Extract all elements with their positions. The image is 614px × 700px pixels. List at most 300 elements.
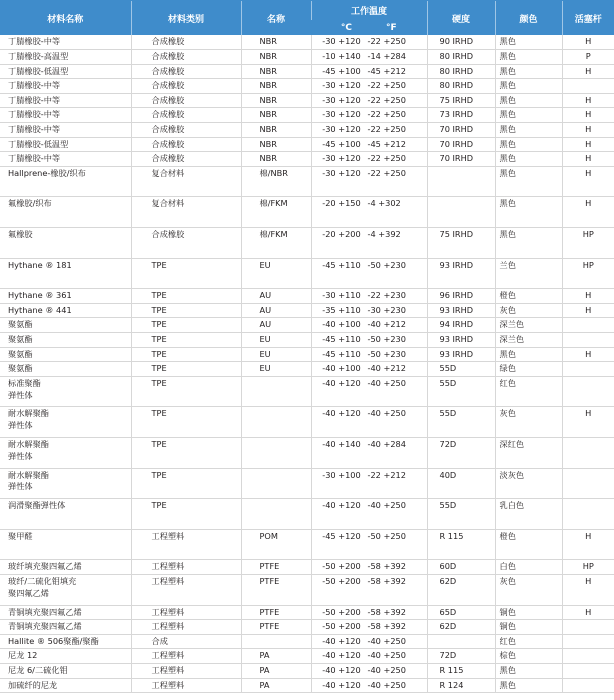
cell-temp-f: -4 +392 [367,229,401,240]
cell-material-category: 合成橡胶 [131,50,241,65]
cell-piston-rod [562,333,614,348]
cell-material-name: 耐水解聚酯 弹性体 [0,437,131,468]
cell-temp-c: -40 +120 [322,408,361,419]
cell-material-name: 丁腈橡胶-中等 [0,152,131,167]
cell-color: 黑色 [495,228,562,259]
cell-piston-rod: HP [562,560,614,575]
cell-name: PTFE [241,560,311,575]
cell-hardness: 70 IRHD [427,152,495,167]
cell-material-name: 尼龙 6/二硫化钼 [0,663,131,678]
cell-temp-f: -22 +250 [367,80,406,91]
cell-temp-f: -14 +284 [367,51,406,62]
cell-piston-rod: HP [562,228,614,259]
cell-piston-rod: H [562,123,614,138]
cell-material-name: 氟橡胶 [0,228,131,259]
cell-material-category: 工程塑料 [131,605,241,620]
cell-hardness: 40D [427,468,495,499]
cell-temperature [311,634,427,649]
table-row [0,620,614,635]
table-row [0,407,614,438]
cell-temp-f: -22 +230 [367,290,406,301]
cell-color: 铜色 [495,605,562,620]
cell-color: 棕色 [495,649,562,664]
cell-temp-f: -40 +250 [367,664,406,675]
cell-material-category: 工程塑料 [131,620,241,635]
cell-color: 深红色 [495,437,562,468]
cell-temperature [311,35,427,50]
table-body [0,35,614,693]
cell-material-category: TPE [131,407,241,438]
cell-temp-c: -50 +200 [322,621,361,632]
cell-color: 黑色 [495,347,562,362]
cell-temp-f: -22 +250 [367,94,406,105]
cell-hardness: 94 IRHD [427,318,495,333]
cell-material-name: Hythane ® 441 [0,303,131,318]
table-row [0,362,614,377]
cell-hardness: 70 IRHD [427,137,495,152]
cell-temp-c: -45 +110 [322,348,361,359]
cell-hardness: 75 IRHD [427,228,495,259]
cell-temperature [311,663,427,678]
cell-name: NBR [241,108,311,123]
cell-hardness: 62D [427,620,495,635]
cell-material-category: 合成橡胶 [131,228,241,259]
cell-temp-f: -30 +230 [367,304,406,315]
cell-material-name: 玻纤/二硫化钼填充 聚四氟乙烯 [0,574,131,605]
cell-piston-rod: H [562,303,614,318]
cell-material-category: 合成 [131,634,241,649]
cell-material-category: 工程塑料 [131,560,241,575]
cell-piston-rod [562,634,614,649]
cell-temperature [311,93,427,108]
cell-temp-f: -50 +230 [367,334,406,344]
cell-material-name: 丁腈橡胶-中等 [0,123,131,138]
cell-temp-f: -45 +212 [367,138,406,149]
cell-temperature [311,197,427,228]
cell-material-category: 工程塑料 [131,663,241,678]
cell-temp-c: -30 +100 [322,469,361,480]
cell-material-category: 工程塑料 [131,529,241,560]
cell-temp-f: -40 +284 [367,438,406,449]
cell-name [241,499,311,530]
table-row [0,663,614,678]
cell-name: PA [241,663,311,678]
cell-piston-rod [562,437,614,468]
cell-temperature [311,574,427,605]
cell-color: 乳白色 [495,499,562,530]
table-row [0,93,614,108]
cell-temperature [311,166,427,197]
cell-temp-f: -22 +212 [367,469,406,480]
cell-piston-rod [562,376,614,407]
cell-color: 白色 [495,560,562,575]
cell-temperature [311,79,427,94]
cell-hardness [427,634,495,649]
cell-material-name: Hythane ® 181 [0,258,131,289]
cell-name: PA [241,678,311,693]
cell-piston-rod [562,362,614,377]
cell-temp-c: -30 +120 [322,109,361,120]
cell-color: 灰色 [495,303,562,318]
cell-material-name: 丁腈橡胶-低温型 [0,64,131,79]
cell-material-name: 玻纤填充聚四氟乙烯 [0,560,131,575]
cell-material-name: 丁腈橡胶-低温型 [0,137,131,152]
unit-fahrenheit: °F [385,22,397,33]
cell-material-category: TPE [131,468,241,499]
cell-temperature [311,362,427,377]
cell-piston-rod: H [562,605,614,620]
cell-piston-rod: H [562,574,614,605]
cell-piston-rod: H [562,108,614,123]
table-row [0,437,614,468]
header-piston-rod: 活塞杆 [562,1,614,36]
cell-name: AU [241,303,311,318]
header-material-name: 材料名称 [0,1,131,36]
cell-name: 棉/NBR [241,166,311,197]
cell-color: 黑色 [495,35,562,50]
cell-temp-f: -58 +392 [367,575,406,586]
cell-temp-c: -40 +120 [322,679,361,690]
cell-color: 黑色 [495,108,562,123]
cell-color: 红色 [495,376,562,407]
cell-temp-c: -10 +140 [322,51,361,62]
cell-hardness: R 115 [427,663,495,678]
cell-hardness: 80 IRHD [427,64,495,79]
cell-name: PTFE [241,605,311,620]
cell-material-name: 丁腈橡胶-中等 [0,79,131,94]
cell-color: 灰色 [495,407,562,438]
cell-material-category: 合成橡胶 [131,79,241,94]
table-row [0,258,614,289]
cell-material-category: TPE [131,362,241,377]
cell-color: 黑色 [495,197,562,228]
cell-material-name: 丁腈橡胶-中等 [0,35,131,50]
cell-name: 棉/FKM [241,228,311,259]
cell-color: 黑色 [495,137,562,152]
cell-color: 黑色 [495,123,562,138]
cell-temperature [311,649,427,664]
cell-temp-f: -22 +250 [367,109,406,120]
cell-piston-rod: H [562,35,614,50]
cell-hardness: 93 IRHD [427,333,495,348]
cell-temp-c: -35 +110 [322,304,361,315]
cell-name: EU [241,333,311,348]
table-row [0,468,614,499]
cell-name: EU [241,347,311,362]
cell-name [241,437,311,468]
cell-material-name: 聚氨酯 [0,347,131,362]
cell-temperature [311,137,427,152]
cell-hardness: 60D [427,560,495,575]
cell-piston-rod: H [562,347,614,362]
table-row [0,605,614,620]
cell-name: NBR [241,64,311,79]
cell-temp-c: -40 +120 [322,635,361,646]
cell-material-category: 合成橡胶 [131,64,241,79]
cell-temp-f: -40 +250 [367,679,406,690]
cell-hardness: 90 IRHD [427,35,495,50]
cell-temperature [311,560,427,575]
cell-temperature [311,499,427,530]
cell-name [241,407,311,438]
cell-name: NBR [241,137,311,152]
cell-material-name: 聚氨酯 [0,333,131,348]
cell-material-name: Hallprene-橡胶/织布 [0,166,131,197]
cell-material-category: 合成橡胶 [131,35,241,50]
cell-material-category: 复合材料 [131,197,241,228]
table-row [0,649,614,664]
cell-hardness: 93 IRHD [427,347,495,362]
cell-color: 灰色 [495,574,562,605]
unit-celsius: °C [340,22,352,33]
cell-color: 黑色 [495,152,562,167]
cell-material-name: 耐水解聚酯 弹性体 [0,468,131,499]
cell-piston-rod [562,678,614,693]
cell-temperature [311,620,427,635]
cell-hardness: R 115 [427,529,495,560]
table-row [0,634,614,649]
cell-temp-f: -40 +250 [367,377,406,388]
header-temp-units [311,20,427,35]
cell-temperature [311,468,427,499]
header-operating-temp: 工作温度 [311,1,427,21]
cell-piston-rod [562,649,614,664]
cell-temp-c: -40 +120 [322,650,361,661]
header-material-category: 材料类别 [131,1,241,36]
cell-material-category: 合成橡胶 [131,152,241,167]
cell-hardness [427,166,495,197]
cell-color: 兰色 [495,258,562,289]
cell-temp-c: -40 +140 [322,438,361,449]
cell-temp-c: -40 +120 [322,500,361,511]
cell-piston-rod: H [562,529,614,560]
table-row [0,347,614,362]
cell-color: 黑色 [495,663,562,678]
table-row [0,108,614,123]
cell-temp-f: -22 +250 [367,36,406,46]
cell-material-name: 聚氨酯 [0,362,131,377]
cell-material-category: TPE [131,258,241,289]
cell-material-category: 合成橡胶 [131,123,241,138]
cell-temperature [311,376,427,407]
cell-piston-rod [562,79,614,94]
cell-temp-c: -45 +100 [322,65,361,76]
cell-color: 黑色 [495,79,562,94]
cell-color: 黑色 [495,93,562,108]
header-row [0,1,614,21]
cell-material-name: 丁腈橡胶-中等 [0,93,131,108]
cell-hardness: 55D [427,376,495,407]
cell-temp-f: -40 +250 [367,650,406,661]
table-row [0,197,614,228]
cell-temperature [311,529,427,560]
cell-temp-f: -58 +392 [367,606,406,617]
cell-temperature [311,678,427,693]
cell-material-category: 工程塑料 [131,574,241,605]
cell-temp-c: -50 +200 [322,575,361,586]
cell-piston-rod: HP [562,258,614,289]
cell-hardness: 55D [427,362,495,377]
cell-temp-c: -40 +120 [322,664,361,675]
cell-material-name: 润滑聚酯弹性体 [0,499,131,530]
cell-material-name: 丁腈橡胶-中等 [0,108,131,123]
cell-material-category: TPE [131,333,241,348]
table-row [0,303,614,318]
cell-temp-c: -40 +100 [322,319,361,330]
cell-material-name: Hythane ® 361 [0,289,131,304]
cell-piston-rod: H [562,137,614,152]
cell-temp-c: -30 +120 [322,80,361,91]
cell-piston-rod [562,620,614,635]
cell-piston-rod: H [562,289,614,304]
cell-hardness: 96 IRHD [427,289,495,304]
cell-name [241,468,311,499]
table-row [0,529,614,560]
table-row [0,35,614,50]
cell-temp-f: -22 +250 [367,153,406,164]
table-row [0,228,614,259]
cell-hardness: 55D [427,499,495,530]
cell-hardness: 93 IRHD [427,258,495,289]
cell-color: 淡灰色 [495,468,562,499]
cell-material-category: TPE [131,437,241,468]
cell-temperature [311,303,427,318]
cell-color: 黑色 [495,64,562,79]
cell-color: 深兰色 [495,333,562,348]
cell-temperature [311,152,427,167]
cell-temperature [311,605,427,620]
cell-temperature [311,289,427,304]
cell-hardness: 93 IRHD [427,303,495,318]
cell-temp-f: -40 +250 [367,500,406,511]
cell-temperature [311,333,427,348]
cell-temperature [311,437,427,468]
cell-piston-rod: H [562,197,614,228]
table-row [0,333,614,348]
cell-name: POM [241,529,311,560]
cell-material-name: 青铜填充聚四氟乙烯 [0,620,131,635]
cell-material-category: 工程塑料 [131,649,241,664]
cell-piston-rod: H [562,166,614,197]
table-row [0,376,614,407]
cell-material-name: 氟橡胶/织布 [0,197,131,228]
cell-name: NBR [241,79,311,94]
cell-piston-rod: H [562,407,614,438]
cell-name: EU [241,362,311,377]
cell-piston-rod: H [562,64,614,79]
cell-temperature [311,407,427,438]
cell-material-category: 合成橡胶 [131,137,241,152]
cell-material-category: TPE [131,303,241,318]
cell-temperature [311,123,427,138]
cell-material-category: TPE [131,347,241,362]
cell-temp-c: -45 +110 [322,259,361,270]
cell-name [241,376,311,407]
cell-temp-c: -45 +100 [322,138,361,149]
cell-temp-c: -45 +120 [322,530,361,541]
table-row [0,560,614,575]
cell-hardness: 72D [427,649,495,664]
cell-piston-rod: P [562,50,614,65]
cell-hardness: 70 IRHD [427,123,495,138]
cell-temp-c: -20 +200 [322,229,361,240]
cell-temperature [311,64,427,79]
cell-temperature [311,50,427,65]
table-row [0,137,614,152]
cell-color: 绿色 [495,362,562,377]
header-name: 名称 [241,1,311,36]
cell-hardness: 62D [427,574,495,605]
cell-piston-rod [562,499,614,530]
cell-temp-f: -40 +250 [367,635,406,646]
table-row [0,79,614,94]
cell-temp-c: -20 +150 [322,198,361,209]
cell-piston-rod [562,663,614,678]
cell-temperature [311,258,427,289]
cell-temp-c: -45 +110 [322,334,361,344]
table-row [0,64,614,79]
cell-name: AU [241,318,311,333]
cell-temp-f: -58 +392 [367,561,406,572]
cell-temperature [311,228,427,259]
cell-hardness [427,197,495,228]
cell-name: 棉/FKM [241,197,311,228]
cell-hardness: R 124 [427,678,495,693]
cell-temperature [311,108,427,123]
table-row [0,123,614,138]
cell-temp-c: -30 +120 [322,153,361,164]
cell-temp-f: -40 +212 [367,363,406,374]
cell-color: 橙色 [495,529,562,560]
cell-temp-c: -30 +120 [322,94,361,105]
cell-temp-c: -50 +200 [322,606,361,617]
cell-material-category: TPE [131,318,241,333]
cell-piston-rod [562,468,614,499]
cell-temp-f: -22 +250 [367,124,406,135]
cell-name: EU [241,258,311,289]
cell-material-name: 聚甲醛 [0,529,131,560]
cell-temp-f: -50 +250 [367,530,406,541]
cell-hardness: 80 IRHD [427,50,495,65]
cell-name: PA [241,649,311,664]
cell-hardness: 80 IRHD [427,79,495,94]
cell-temp-f: -4 +302 [367,198,401,209]
cell-temp-f: -50 +230 [367,348,406,359]
cell-name: NBR [241,50,311,65]
cell-material-category: 复合材料 [131,166,241,197]
cell-temp-c: -30 +120 [322,167,361,178]
cell-name: PTFE [241,620,311,635]
cell-material-category: TPE [131,499,241,530]
cell-material-name: 耐水解聚酯 弹性体 [0,407,131,438]
cell-hardness: 73 IRHD [427,108,495,123]
cell-temperature [311,318,427,333]
cell-material-name: 聚氨酯 [0,318,131,333]
cell-name: AU [241,289,311,304]
cell-temp-f: -40 +250 [367,408,406,419]
cell-piston-rod [562,318,614,333]
cell-material-category: TPE [131,289,241,304]
cell-material-category: TPE [131,376,241,407]
cell-temp-f: -50 +230 [367,259,406,270]
cell-color: 橙色 [495,289,562,304]
cell-temp-f: -58 +392 [367,621,406,632]
cell-piston-rod: H [562,93,614,108]
cell-hardness: 72D [427,437,495,468]
cell-temp-c: -40 +120 [322,377,361,388]
cell-name: PTFE [241,574,311,605]
table-row [0,318,614,333]
